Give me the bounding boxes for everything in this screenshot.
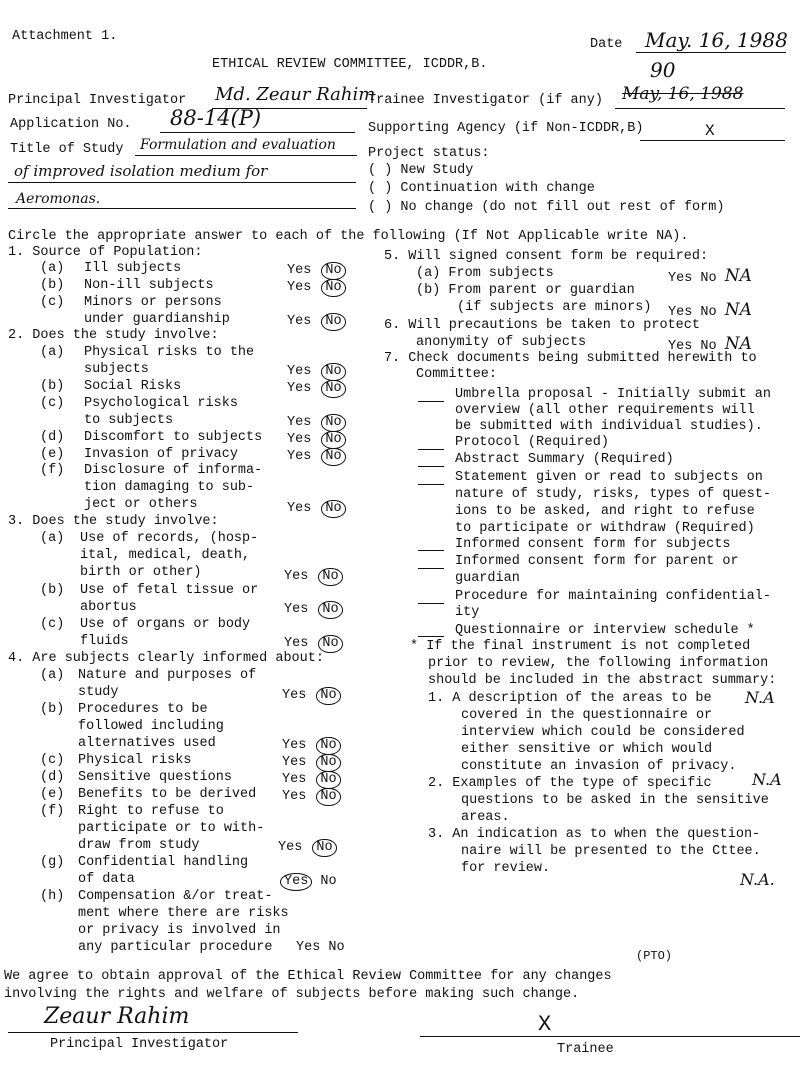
q2-heading: 2. Does the study involve: (8, 328, 219, 343)
item1-5: constitute an invasion of privacy. (461, 759, 737, 774)
q5a-text: (a) From subjects (416, 266, 554, 281)
q2e-answer: Yes No (287, 448, 346, 466)
doc-statement-3: ions to be asked, and right to refuse (455, 504, 755, 519)
q3b-label: (b) (40, 583, 65, 598)
q4h-answer: Yes No (296, 940, 345, 955)
q4c-label: (c) (40, 753, 65, 768)
q2d-answer: Yes No (287, 431, 346, 449)
q4c-text: Physical risks (78, 753, 192, 768)
q2f-text-3: ject or others (84, 497, 198, 512)
q4h-label: (h) (40, 889, 65, 904)
q1c-text-2: under guardianship (84, 312, 230, 327)
q3a-text-2: ital, medical, death, (80, 548, 251, 563)
q3c-text-2: fluids (80, 634, 129, 649)
q2f-text-2: tion damaging to sub- (84, 480, 255, 495)
q7-text-2: Committee: (416, 367, 498, 382)
q4h-text-2: ment where there are risks (78, 906, 289, 921)
q3c-text-1: Use of organs or body (80, 617, 251, 632)
q1a-label: (a) (40, 261, 65, 276)
doc-confidentiality-2: ity (455, 605, 480, 620)
q1b-answer: Yes No (287, 279, 346, 297)
pi-signature: Zeaur Rahim (44, 1004, 190, 1029)
status-no-change: ( ) No change (do not fill out rest of form) (368, 200, 725, 215)
application-label: Application No. (10, 117, 132, 132)
agreement-1: We agree to obtain approval of the Ethical Review Committee for any changes (4, 969, 612, 984)
q4f-text-2: participate or to with- (78, 821, 265, 836)
q4f-label: (f) (40, 804, 65, 819)
q2f-text-1: Disclosure of informa- (84, 463, 263, 478)
q4b-label: (b) (40, 702, 65, 717)
date-value: May. 16, 1988 (645, 28, 788, 52)
q1c-label: (c) (40, 295, 65, 310)
q6-text-1: 6. Will precautions be taken to protect (384, 318, 700, 333)
status-new: ( ) New Study (368, 163, 474, 178)
q4a-text-1: Nature and purposes of (78, 668, 257, 683)
q2a-text-2: subjects (84, 362, 149, 377)
item2-2: questions to be asked in the sensitive (461, 793, 769, 808)
item2-3: areas. (461, 810, 510, 825)
date-label: Date (590, 37, 623, 52)
q4b-text-1: Procedures to be (78, 702, 208, 717)
item3-2: naire will be presented to the Cttee. (461, 844, 761, 859)
item1-1: 1. A description of the areas to be (428, 691, 712, 706)
q5b-answer: Yes No NA (668, 300, 752, 320)
q4b-text-3: alternatives used (78, 736, 216, 751)
q3-heading: 3. Does the study involve: (8, 514, 219, 529)
q4d-answer: Yes No (282, 771, 341, 789)
q4a-label: (a) (40, 668, 65, 683)
q4b-text-2: followed including (78, 719, 224, 734)
item3-na: N.A. (740, 870, 775, 889)
q3a-answer: Yes No (284, 568, 343, 586)
q1c-answer: Yes No (287, 313, 346, 331)
q4g-text-2: of data (78, 872, 135, 887)
q2e-text: Invasion of privacy (84, 447, 238, 462)
agency-label: Supporting Agency (if Non-ICDDR,B) (368, 121, 644, 136)
q4a-text-2: study (78, 685, 119, 700)
q1b-label: (b) (40, 278, 65, 293)
title-line-3: Aeromonas. (16, 191, 101, 207)
trainee-value: May, 16, 1988 (622, 84, 744, 104)
date-note: 90 (650, 58, 676, 82)
agency-value: X (705, 122, 715, 140)
doc-consent-parent-2: guardian (455, 571, 520, 586)
q2b-label: (b) (40, 379, 65, 394)
q2c-label: (c) (40, 396, 65, 411)
q4f-answer: Yes No (278, 839, 337, 857)
q4e-label: (e) (40, 787, 65, 802)
doc-questionnaire: Questionnaire or interview schedule * (455, 623, 755, 638)
application-value: 88-14(P) (170, 106, 262, 130)
q4h-text-4: any particular procedure (78, 940, 273, 955)
q1a-answer: Yes No (287, 262, 346, 280)
q4g-label: (g) (40, 855, 65, 870)
q5-heading: 5. Will signed consent form be required: (384, 249, 709, 264)
doc-umbrella-3: be submitted with individual studies). (455, 419, 763, 434)
doc-statement-1: Statement given or read to subjects on (455, 470, 763, 485)
q3b-answer: Yes No (284, 601, 343, 619)
item1-na: N.A (745, 688, 775, 707)
q3a-label: (a) (40, 531, 65, 546)
note-2: prior to review, the following information (428, 656, 769, 671)
q2d-label: (d) (40, 430, 65, 445)
item3-3: for review. (461, 861, 551, 876)
item1-4: either sensitive or which would (461, 742, 713, 757)
q4h-text-1: Compensation &/or treat- (78, 889, 273, 904)
q2c-answer: Yes No (287, 414, 346, 432)
title-label: Title of Study (10, 142, 124, 157)
doc-statement-4: to participate or withdraw (Required) (455, 521, 755, 536)
q3c-answer: Yes No (284, 635, 343, 653)
note-3: should be included in the abstract summary: (428, 673, 777, 688)
doc-statement-2: nature of study, risks, types of quest- (455, 487, 771, 502)
pi-label: Principal Investigator (8, 93, 187, 108)
q5b-text-1: (b) From parent or guardian (416, 283, 635, 298)
q5b-text-2: (if subjects are minors) (457, 300, 652, 315)
note-1: * If the final instrument is not completed (410, 639, 751, 654)
trainee-signature-mark: X (538, 1012, 552, 1037)
q4g-text-1: Confidential handling (78, 855, 249, 870)
doc-protocol: Protocol (Required) (455, 435, 609, 450)
q1-heading: 1. Source of Population: (8, 245, 203, 260)
q5a-answer: Yes No NA (668, 266, 752, 286)
q4d-label: (d) (40, 770, 65, 785)
item3-1: 3. An indication as to when the question- (428, 827, 761, 842)
q3b-text-2: abortus (80, 600, 137, 615)
q4f-text-1: Right to refuse to (78, 804, 224, 819)
q6-answer: Yes No NA (668, 334, 752, 354)
q4b-answer: Yes No (282, 737, 341, 755)
q4d-text: Sensitive questions (78, 770, 232, 785)
doc-abstract: Abstract Summary (Required) (455, 452, 674, 467)
q2d-text: Discomfort to subjects (84, 430, 263, 445)
q4c-answer: Yes No (282, 754, 341, 772)
q6-text-2: anonymity of subjects (416, 335, 587, 350)
status-label: Project status: (368, 146, 490, 161)
doc-consent-subjects: Informed consent form for subjects (455, 537, 731, 552)
pto-label: (PTO) (636, 949, 673, 963)
q4e-text: Benefits to be derived (78, 787, 257, 802)
item1-2: covered in the questionnaire or (461, 708, 713, 723)
q4h-text-3: or privacy is involved in (78, 923, 281, 938)
doc-confidentiality-1: Procedure for maintaining confidential- (455, 589, 771, 604)
trainee-signature-label: Trainee (557, 1042, 614, 1057)
q2f-answer: Yes No (287, 500, 346, 518)
q4a-answer: Yes No (282, 687, 341, 705)
q2b-text: Social Risks (84, 379, 182, 394)
q3a-text-1: Use of records, (hosp- (80, 531, 259, 546)
q1b-text: Non-ill subjects (84, 278, 214, 293)
q3b-text-1: Use of fetal tissue or (80, 583, 259, 598)
q1c-text-1: Minors or persons (84, 295, 222, 310)
q4e-answer: Yes No (282, 788, 341, 806)
q3c-label: (c) (40, 617, 65, 632)
status-continuation: ( ) Continuation with change (368, 181, 595, 196)
attachment-label: Attachment 1. (12, 29, 118, 44)
agreement-2: involving the rights and welfare of subjects before making such change. (4, 987, 580, 1002)
q4f-text-3: draw from study (78, 838, 200, 853)
q2a-answer: Yes No (287, 363, 346, 381)
q2f-label: (f) (40, 463, 65, 478)
doc-umbrella-1: Umbrella proposal - Initially submit an (455, 387, 771, 402)
q7-text-1: 7. Check documents being submitted herewith to (384, 351, 757, 366)
q1a-text: Ill subjects (84, 261, 182, 276)
pi-value: Md. Zeaur Rahim (215, 84, 376, 105)
q4g-answer: Yes No (278, 873, 337, 891)
item2-1: 2. Examples of the type of specific (428, 776, 712, 791)
instruction: Circle the appropriate answer to each of the following (If Not Applicable write NA). (8, 229, 689, 244)
doc-umbrella-2: overview (all other requirements will (455, 403, 755, 418)
item1-3: interview which could be considered (461, 725, 745, 740)
doc-consent-parent-1: Informed consent form for parent or (455, 554, 739, 569)
q2e-label: (e) (40, 447, 65, 462)
title-line-1: Formulation and evaluation (140, 137, 336, 153)
q2c-text-1: Psychological risks (84, 396, 238, 411)
q2c-text-2: to subjects (84, 413, 174, 428)
q2a-text-1: Physical risks to the (84, 345, 255, 360)
pi-signature-label: Principal Investigator (50, 1037, 229, 1052)
q3a-text-3: birth or other) (80, 565, 202, 580)
committee-title: ETHICAL REVIEW COMMITTEE, ICDDR,B. (212, 57, 488, 72)
title-line-2: of improved isolation medium for (14, 162, 268, 180)
q4-heading: 4. Are subjects clearly informed about: (8, 651, 324, 666)
trainee-label: Trainee Investigator (if any) (368, 93, 603, 108)
item2-na: N.A (752, 770, 782, 789)
q2a-label: (a) (40, 345, 65, 360)
q2b-answer: Yes No (287, 380, 346, 398)
